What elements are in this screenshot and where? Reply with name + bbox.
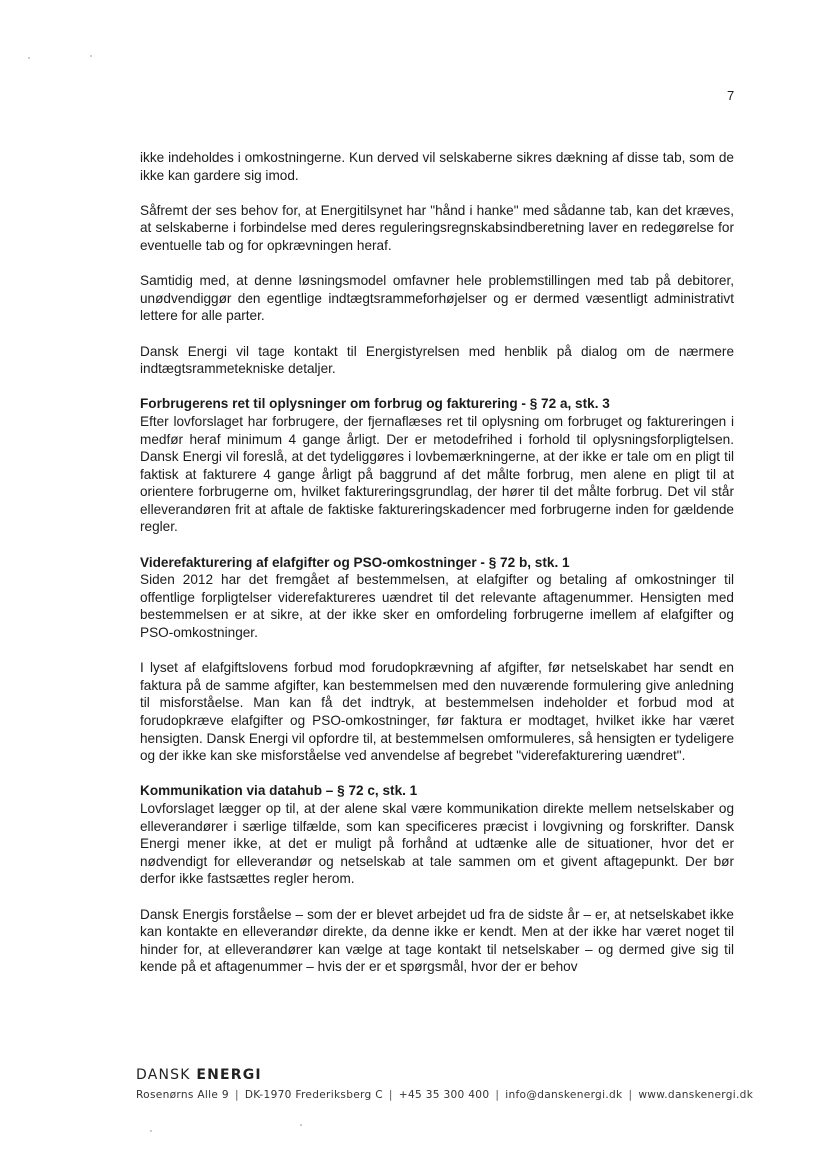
email-address: info@danskenergi.dk [505, 1089, 623, 1101]
paragraph: Siden 2012 har det fremgået af bestemmelsen, at elafgifter og betaling af omkostninger til offentlige forpligtelser viderefaktureres uændret til det relevante aftagenummer. Hensigten med bestemmelsen er at sikre, at der ikke sker en omfordeling forbrugerne imellem af elafgifter og PSO-omkostninger. [140, 572, 734, 641]
paragraph: Dansk Energi vil tage kontakt til Energistyrelsen med henblik på dialog om de nærmere indtægtsrammetekniske detaljer. [140, 343, 734, 377]
separator: | [628, 1089, 633, 1101]
paragraph: Efter lovforslaget har forbrugere, der fjernaflæses ret til oplysning om forbruget og faktureringen i medfør heraf minimum 4 gange årligt. Der er metodefrihed i forhold til oplysningsforpligtelsen. Dansk Energi vil foreslå, at det tydeliggøres i lovbemærkningerne, at der ikke er tale om en pligt til faktisk at fakturere 4 gange årligt på baggrund af det målte forbrug, men alene en pligt til at orientere forbrugerne om, hvilket faktureringsgrundlag, der hører til det målte forbrug. Det vil står elleverandøren frit at aftale de faktiske faktureringskadencer med forbrugerne inden for gældende regler. [140, 413, 734, 535]
letterhead-footer [136, 1067, 754, 1101]
scan-speck [28, 57, 30, 59]
phone-number: +45 35 300 400 [398, 1089, 490, 1101]
document-body [140, 149, 734, 994]
scan-speck [90, 55, 92, 57]
brand-logo [136, 1067, 736, 1083]
paragraph: Dansk Energis forståelse – som der er blevet arbejdet ud fra de sidste år – er, at netselskabet ikke kan kontakte en elleverandør direkte, da denne ikke er kendt. Men at der ikke har været noget til hinder for, at elleverandører kan vælge at tage kontakt til netselskaber – og dermed give sig til kende på et aftagenummer – hvis der er et spørgsmål, hvor der er behov [140, 906, 734, 975]
paragraph: Såfremt der ses behov for, at Energitilsynet har "hånd i hanke" med sådanne tab, kan det kræves, at selskaberne i forbindelse med deres reguleringsregnskabsindberetning laver en redegørelse for eventuelle tab og for opkrævningen heraf. [140, 202, 734, 253]
separator: | [234, 1089, 239, 1101]
scan-speck [300, 1124, 302, 1126]
page-number: 7 [727, 88, 735, 103]
paragraph: Samtidig med, at denne løsningsmodel omfavner hele problemstillingen med tab på debitorer, unødvendiggør den egentlige indtægtsrammeforhøjelser og er dermed væsentligt administrativt lettere for alle parter. [140, 273, 734, 324]
section-heading: Forbrugerens ret til oplysninger om forbrug og fakturering - § 72 a, stk. 3 [140, 396, 610, 412]
separator: | [388, 1089, 393, 1101]
section-viderefakturering [140, 554, 734, 765]
website: www.danskenergi.dk [638, 1089, 754, 1101]
paragraph: I lyset af elafgiftslovens forbud mod forudopkrævning af afgifter, før netselskabet har sendt en faktura på de samme afgifter, kan bestemmelsen med den nuværende formulering give anledning til misforståelse. Man kan få det indtryk, at bestemmelsen indeholder et forbud mod at forudopkræve elafgifter og PSO-omkostninger, før faktura er modtaget, hvilket ikke har været hensigten. Dansk Energi vil opfordre til, at bestemmelsen omformuleres, så hensigten er tydeligere og der ikke kan ske misforståelse ved anvendelse af begrebet "viderefakturering uændret". [140, 660, 734, 764]
brand-word-energi: ENERGI [196, 1067, 262, 1083]
section-kommunikation-datahub [140, 782, 734, 976]
section-forbrugerens-ret [140, 395, 734, 536]
paragraph: ikke indeholdes i omkostningerne. Kun derved vil selskaberne sikres dækning af disse tab, som de ikke kan gardere sig imod. [140, 150, 734, 183]
street-address: Rosenørns Alle 9 [136, 1089, 229, 1101]
separator: | [495, 1089, 500, 1101]
section-heading: Viderefakturering af elafgifter og PSO-omkostninger - § 72 b, stk. 1 [140, 554, 570, 570]
scan-speck [150, 1130, 152, 1132]
paragraph: Lovforslaget lægger op til, at der alene skal være kommunikation direkte mellem netselskaber og elleverandører i særlige tilfælde, som kan specificeres præcist i lovgivning og forskrifter. Dansk Energi mener ikke, at det er muligt på forhånd at udtænke alle de situationer, hvor det er nødvendigt for elleverandør og netselskab at tale sammen om et givent aftagepunkt. Der bør derfor ikke fastsættes regler herom. [140, 800, 734, 887]
city-address: DK-1970 Frederiksberg C [244, 1089, 383, 1101]
contact-line [136, 1089, 754, 1101]
section-heading: Kommunikation via datahub – § 72 c, stk. 1 [140, 783, 418, 799]
brand-word-dansk: DANSK [136, 1067, 197, 1083]
